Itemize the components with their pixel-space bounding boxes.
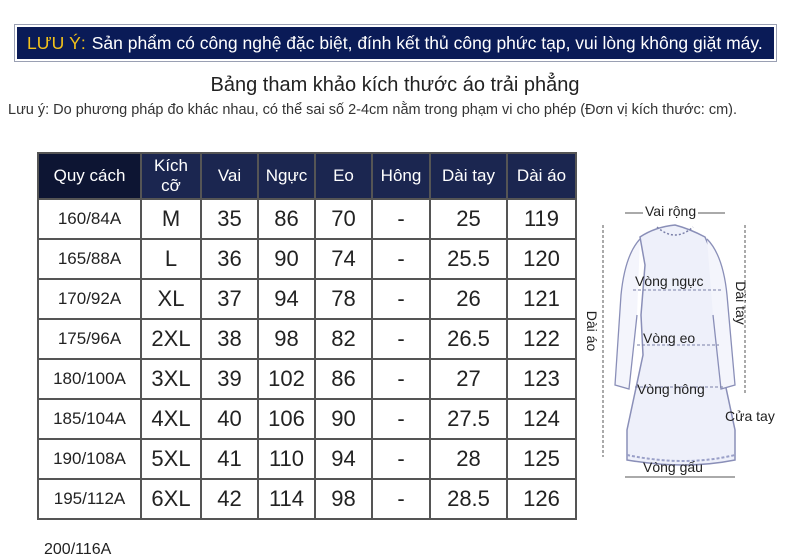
- cell-chest: 110: [258, 439, 315, 479]
- cell-shoulder: 39: [201, 359, 258, 399]
- cell-chest: 94: [258, 279, 315, 319]
- cell-sleeve: 28.5: [430, 479, 507, 519]
- notice-label: LƯU Ý:: [27, 32, 86, 53]
- cell-size: 2XL: [141, 319, 201, 359]
- header-length: Dài áo: [507, 153, 576, 199]
- cell-size: L: [141, 239, 201, 279]
- cell-chest: 114: [258, 479, 315, 519]
- cell-length: 121: [507, 279, 576, 319]
- table-row: [38, 399, 576, 439]
- header-chest: Ngực: [258, 153, 315, 199]
- cell-waist: 90: [315, 399, 372, 439]
- size-table: [37, 152, 577, 520]
- header-shoulder: Vai: [201, 153, 258, 199]
- cell-hip: -: [372, 439, 430, 479]
- label-waist: Vòng eo: [643, 330, 696, 346]
- table-header-row: [38, 153, 576, 199]
- dress-sleeve-left: [615, 239, 640, 389]
- cell-shoulder: 37: [201, 279, 258, 319]
- label-cuff: Cửa tay: [725, 408, 775, 424]
- cell-spec: 175/96A: [38, 319, 141, 359]
- table-row: [38, 279, 576, 319]
- label-sleeve-length: Dài tay: [732, 281, 749, 325]
- page-title: Bảng tham khảo kích thước áo trải phẳng: [210, 74, 580, 96]
- table-row: [38, 239, 576, 279]
- cell-length: 122: [507, 319, 576, 359]
- cell-hip: -: [372, 359, 430, 399]
- cell-size: M: [141, 199, 201, 239]
- cell-length: 119: [507, 199, 576, 239]
- cell-hip: -: [372, 319, 430, 359]
- cell-sleeve: 27: [430, 359, 507, 399]
- cell-size: XL: [141, 279, 201, 319]
- cell-waist: 86: [315, 359, 372, 399]
- table-row: [38, 479, 576, 519]
- cell-waist: 78: [315, 279, 372, 319]
- partial-row-spec: 200/116A: [44, 541, 112, 558]
- cell-chest: 90: [258, 239, 315, 279]
- cell-spec: 180/100A: [38, 359, 141, 399]
- header-size: Kích cỡ: [141, 153, 201, 199]
- header-spec: Quy cách: [38, 153, 141, 199]
- cell-spec: 190/108A: [38, 439, 141, 479]
- cell-sleeve: 25.5: [430, 239, 507, 279]
- cell-size: 5XL: [141, 439, 201, 479]
- cell-size: 4XL: [141, 399, 201, 439]
- cell-hip: -: [372, 399, 430, 439]
- cell-shoulder: 35: [201, 199, 258, 239]
- cell-spec: 170/92A: [38, 279, 141, 319]
- cell-chest: 98: [258, 319, 315, 359]
- label-chest: Vòng ngực: [635, 273, 704, 289]
- label-hem: Vòng gấu: [643, 459, 703, 475]
- notice-banner: [17, 27, 774, 59]
- cell-waist: 82: [315, 319, 372, 359]
- cell-waist: 94: [315, 439, 372, 479]
- cell-spec: 195/112A: [38, 479, 141, 519]
- cell-waist: 74: [315, 239, 372, 279]
- measurement-note: Lưu ý: Do phương pháp đo khác nhau, có thể sai số 2-4cm nằm trong phạm vi cho phép (Đơn vị kích thước: cm).: [8, 102, 738, 118]
- cell-hip: -: [372, 479, 430, 519]
- notice-text: Sản phẩm có công nghệ đặc biệt, đính kết thủ công phức tạp, vui lòng không giặt máy.: [91, 32, 763, 53]
- cell-hip: -: [372, 239, 430, 279]
- cell-chest: 86: [258, 199, 315, 239]
- label-body-length: Dài áo: [584, 310, 601, 352]
- cell-spec: 185/104A: [38, 399, 141, 439]
- cell-hip: -: [372, 199, 430, 239]
- header-hip: Hông: [372, 153, 430, 199]
- cell-length: 123: [507, 359, 576, 399]
- cell-sleeve: 28: [430, 439, 507, 479]
- cell-waist: 98: [315, 479, 372, 519]
- cell-length: 120: [507, 239, 576, 279]
- cell-spec: 160/84A: [38, 199, 141, 239]
- cell-length: 124: [507, 399, 576, 439]
- cell-sleeve: 27.5: [430, 399, 507, 439]
- cell-sleeve: 26: [430, 279, 507, 319]
- label-hip: Vòng hông: [637, 381, 705, 397]
- cell-shoulder: 40: [201, 399, 258, 439]
- cell-hip: -: [372, 279, 430, 319]
- table-row: [38, 199, 576, 239]
- cell-chest: 106: [258, 399, 315, 439]
- cell-waist: 70: [315, 199, 372, 239]
- table-row: [38, 359, 576, 399]
- header-sleeve: Dài tay: [430, 153, 507, 199]
- cell-sleeve: 26.5: [430, 319, 507, 359]
- cell-spec: 165/88A: [38, 239, 141, 279]
- cell-shoulder: 36: [201, 239, 258, 279]
- header-waist: Eo: [315, 153, 372, 199]
- cell-shoulder: 41: [201, 439, 258, 479]
- cell-chest: 102: [258, 359, 315, 399]
- cell-length: 125: [507, 439, 576, 479]
- dress-diagram: [585, 195, 790, 485]
- table-row: [38, 319, 576, 359]
- table-row: [38, 439, 576, 479]
- cell-length: 126: [507, 479, 576, 519]
- cell-size: 6XL: [141, 479, 201, 519]
- label-shoulder: Vai rộng: [645, 203, 697, 219]
- cell-shoulder: 42: [201, 479, 258, 519]
- cell-shoulder: 38: [201, 319, 258, 359]
- cell-sleeve: 25: [430, 199, 507, 239]
- cell-size: 3XL: [141, 359, 201, 399]
